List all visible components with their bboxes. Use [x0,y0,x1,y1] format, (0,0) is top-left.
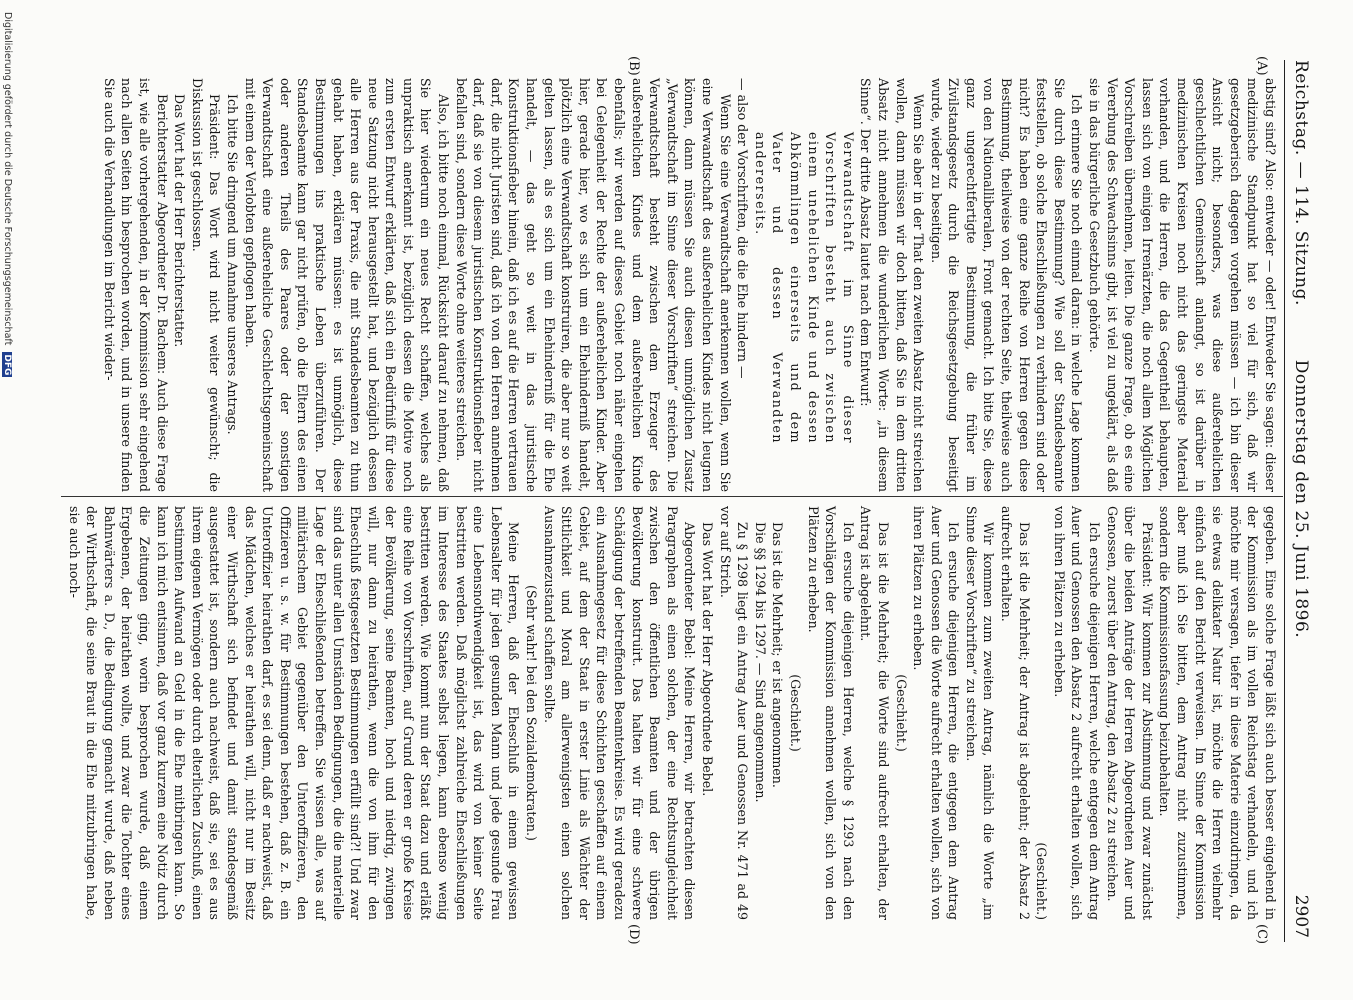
paragraph: gegeben. Eine solche Frage läßt sich auch besser eingehend in der Kommission als im vollen Reichstag verhandeln, und ich möchte mir versagen, tiefer in diese Materie einzudringen, da sie etwas delikater Natur ist, möchte die Herren vielmehr einfach auf den Bericht verweisen. Im Sinne der Kommission aber muß ich Sie bitten, dem Antrag nicht zuzustimmen, sondern die Kommissionsfassung beizubehalten. [1157,506,1278,920]
paragraph: Also, ich bitte noch einmal, Rücksicht darauf zu nehmen, daß Sie hier wiederum ein neues Recht schaffen, welches als unpraktisch anerkannt ist, bezüglich dessen die Motive noch zum ersten Entwurf erklärten, daß sich ein Bedürfniß für diese neue Satzung nicht herausgestellt hat, und bezüglich dessen alle Herren aus der Praxis, die mit Standesbeamten zu thun gehabt haben, erklären müssen: es ist unmöglich, diese Bestimmungen ins praktische Leben überzuführen. Der Standesbeamte kann gar nicht prüfen, ob die Eltern des einen oder anderen Theils des Paares oder der sonstigen Verwandtschaft eine außereheliche Geschlechtsgemeinschaft mit einem der Verlobten gepflogen haben. [242,78,452,492]
paragraph: Ich ersuche diejenigen Herren, welche § 1293 nach den Vorschlägen der Kommission annehmen wollen, sich von den Plätzen zu erheben. [805,506,856,920]
margin-marker-c: (C) [1254,924,1269,945]
paragraph: Ich erinnere Sie noch einmal daran: in welche Lage kommen Sie durch diese Bestimmung? Wie soll der Standesbeamte feststellen, ob solche Eheschließungen zu verhindern sind oder nicht? Es haben eine ganze Reihe von Herren gegen diese Bestimmung, theilweise von der rechten Seite, theilweise auch von den Nationalliberalen, Front gemacht. Ich bitte Sie, diese ganz ungerechtfertigte Bestimmung, die früher im Zivilstandsgesetz durch die Reichsgesetzgebung beseitigt wurde, wieder zu beseitigen. [928,78,1085,492]
paragraph: Wenn Sie aber in der That den zweiten Absatz nicht streichen wollen, dann müssen wir doch bitten, daß Sie in dem dritten Absatz nicht annehmen die wunderlichen Worte: „in diesem Sinne“. Der dritte Absatz lautet nach dem Entwurf: [858,78,927,492]
credit-text: Digitalisierung gefördert durch die Deutsche Forschungsgemeinschaft [2,12,13,346]
paragraph: — also der Vorschriften, die die Ehe hindern — [735,78,751,379]
header-rule [1284,60,1285,942]
stage-direction: (Geschieht.) [893,674,909,752]
speaker-paragraph: Berichterstatter Abgeordneter Dr. Bachem: Auch diese Frage ist, wie alle vorhergehenden, in der Kommission sehr eingehend nach allen Seiten hin besprochen worden, und in unsere finden Sie auch die Verhandlungen im Bericht wieder- [101,78,170,492]
paragraph: Das Wort hat der Herr Abgeordnete Bebel. [700,522,715,797]
paragraph: Wir kommen zum zweiten Antrag, nämlich die Worte „im Sinne dieser Vorschriften“ zu streichen. [963,506,997,920]
margin-marker-d: (D) [626,924,641,945]
left-column [100,78,1279,492]
margin-marker-a: (A) [1254,56,1269,76]
speaker-paragraph: Abgeordneter Bebel: Meine Herren, wir betrachten diesen Paragraphen als einen solchen, der eine Rechtsungleichheit zwischen den öffentlichen Beamten und der übrigen Bevölkerung konstruirt. Das halten wir für eine schwere Schädigung der betreffenden Beamtenkreise. Es wird geradezu ein Ausnahmegesetz für diese Schichten geschaffen auf einem Gebiet, auf dem der Staat in erster Linie als Wächter der Sittlichkeit und Moral am allerwenigsten einen solchen Ausnahmezustand schaffen sollte. [541,506,698,920]
paragraph: Ich ersuche diejenigen Herren, die entgegen dem Antrag Auer und Genossen die Worte aufrecht erhalten wollen, sich von ihren Plätzen zu erheben. [911,506,962,920]
quoted-provision: Verwandtschaft im Sinne dieser Vorschriften besteht auch zwischen einem unehelichen Kinde und dessen Abkömmlingen einerseits und dem Vater und dessen Verwandten andererseits. [752,132,856,444]
stage-direction: (Geschieht.) [1034,842,1050,920]
speaker-paragraph: Präsident: Wir kommen zur Abstimmung und zwar zunächst über die beiden Anträge der Herren Abgeordneten Auer und Genossen, zuerst über den Antrag, den Absatz 2 zu streichen. [1104,506,1155,920]
paragraph: Ich bitte Sie dringend um Annahme unseres Antrags. [224,94,240,435]
paragraph: Meine Herren, daß der Eheschluß in einem gewissen Lebensalter für jeden gesunden Mann und jede gesunde Frau eine Lebensnothwendigkeit ist, das wird von keiner Seite bestritten werden. Daß möglichst zahlreiche Eheschließungen im Interesse des Staates selbst liegen, kann ebenso wenig bestritten werden. Wie kommt nun der Staat dazu und erläßt eine Reihe von Vorschriften, auf Grund deren er große Kreise der Bevölkerung, seine Beamten, hoch und niedrig, zwingen will, nur dann zu heirathen, wenn die von ihm für den Eheschluß festgesetzten Bestimmungen erfüllt sind?! Und zwar sind das unter allen Umständen Bedingungen, die die materielle Lage der Eheschließenden betreffen. Sie wissen alle, was auf militärischem Gebiet gegenüber den Unteroffizieren, den Offizieren u. s. w. für Bestimmungen bestehen, daß z. B. ein Unteroffizier heirathen darf, es sei denn, daß er nachweist, daß das Mädchen, welches er heirathen will, nicht nur im Besitz einer Wirthschaft sich befindet und damit standesgemäß ausgestattet ist, sondern auch nachweist, daß sie, sei es aus ihrem eigenen Vermögen oder durch elterlichen Zuschuß, einen bestimmten Aufwand an Geld in die Ehe mitbringen kann. So kann ich mich entsinnen, daß vor ganz kurzem eine Notiz durch die Zeitungen ging, worin besprochen wurde, daß einem Ergebenen, der heirathen wollte, und zwar die Tochter eines Bahnwärters a. D., die Bedingung gemacht wurde, daß neben der Wirthschaft, die seine Braut in die Ehe mitzubringen habe, sie auch noch- [66,506,522,920]
paragraph: Ich ersuche diejenigen Herren, welche entgegen dem Antrag Auer und Genossen den Absatz 2 aufrecht erhalten wollen, sich von ihren Plätzen zu erheben. [1051,506,1103,920]
paragraph: Das ist die Mehrheit; der Antrag ist abgelehnt; der Absatz 2 aufrecht erhalten. [999,506,1032,920]
paragraph: Wenn Sie eine Verwandtschaft anerkennen wollen, wenn Sie eine Verwandtschaft des außerehelichen Kindes nicht leugnen können, dann müssen Sie auch diesen unmöglichen Zusatz „Verwandtschaft im Sinne dieser Vorschriften“ streichen. Die Verwandtschaft besteht zwischen dem Erzeuger des außerehelichen Kindes und dem außerehelichen Kinde ebenfalls; wir werden auf dieses Gebiet noch näher eingehen bei Gelegenheit der Rechte der außerehelichen Kinder. Aber hier, gerade hier, wo es sich um ein Ehehinderniß handelt, plötzlich eine Verwandtschaft konstruiren, die aber nur so weit gelten lassen, als es sich um ein Ehehinderniß für die Ehe handelt, — das geht so weit in das juristische Konstruktionsfieber hinein, daß ich es auf die Herren vertrauen darf, die nicht Juristen sind, daß ich von den Herren annehmen darf, daß sie von diesem juristischen Konstruktionsfieber nicht befallen sind, sondern diese Worte ohne weiteres streichen. [453,78,733,492]
right-column [65,506,1279,920]
dfg-logo-icon: DFG [2,354,12,376]
column-divider [61,496,1283,497]
running-head [1285,60,1311,938]
digitization-credit [2,12,13,377]
paragraph: Das ist die Mehrheit; er ist angenommen. [770,522,786,788]
speaker-paragraph: Präsident: Das Wort wird nicht weiter gewünscht; die Diskussion ist geschlossen. [189,78,223,492]
header-date: Donnerstag den 25. Juni 1896. [1291,359,1311,639]
header-session: Reichstag. — 114. Sitzung. [1291,60,1311,306]
paragraph: Das Wort hat der Herr Berichterstatter. [172,94,188,348]
paragraph: Das ist die Mehrheit; die Worte sind aufrecht erhalten, der Antrag ist abgelehnt. [858,506,891,920]
margin-marker-b: (B) [626,56,641,76]
stage-direction: (Geschieht.) [787,674,803,752]
paragraph: abstig sind? Also: entweder — oder! Entweder Sie sagen: dieser medizinische Standpunkt hat so viel für sich, daß wir gesetzgeberisch dagegen vorgehen müssen — ich bin dieser Ansicht nicht; besonders, was diese außerehelichen geschlechtlichen Gemeinschaft anlangt, so ist darüber in medizinischen Kreisen noch nicht das geringste Material vorhanden, und die Herren, die das Gegentheil behaupten, lassen sich von einigen Irrenärzten, die noch allem Möglichen Vorschreiben übernehmen, leiten. Die ganze Frage, ob es eine Vererbung des Schwachsinns gibt, ist viel zu ungeklärt, als daß sie in das bürgerliche Gesetzbuch gehörte. [1087,78,1278,492]
page-number: 2907 [1291,894,1311,938]
paragraph: Zu § 1298 liegt ein Antrag Auer und Genossen Nr. 471 ad 49 vor auf Strich. [717,506,751,920]
paragraph: Die §§ 1294 bis 1297. — Sind angenommen. [752,522,768,803]
interjection: (Sehr wahr! bei den Sozialdemokraten.) [524,585,540,841]
